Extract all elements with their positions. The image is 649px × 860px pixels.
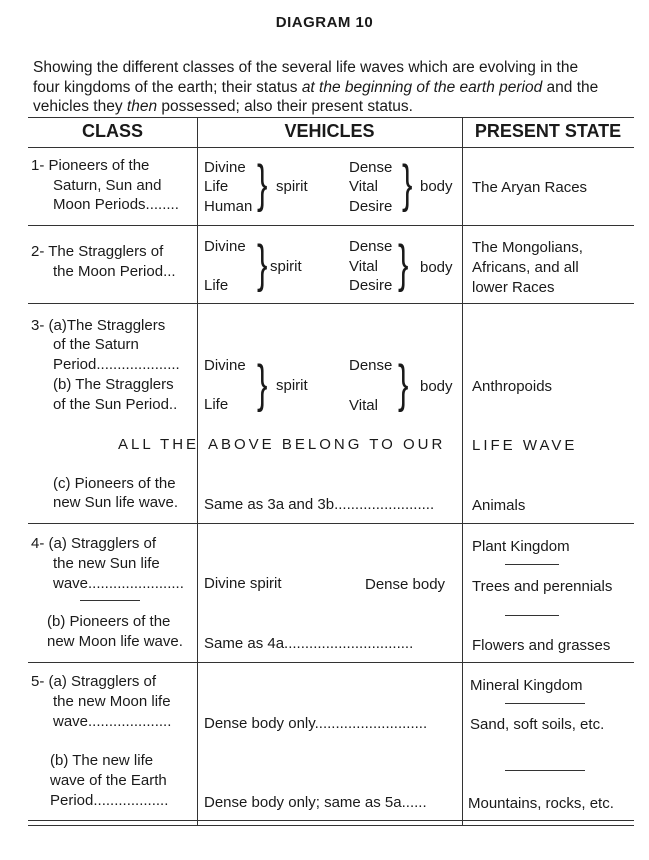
row2-spirit-brace: } [257, 235, 268, 293]
row4-present-3: Flowers and grasses [472, 637, 611, 654]
row1-spirit-item: Life [204, 178, 229, 195]
row3-spirit-item: Divine [204, 357, 246, 374]
banner-part-1: ALL THE [118, 436, 200, 453]
row5-present-3: Mountains, rocks, etc. [468, 795, 614, 812]
short-rule [80, 600, 140, 601]
row2-present-line3: lower Races [472, 279, 555, 296]
row1-body-brace: } [402, 155, 413, 213]
row5b-class-line1: (b) The new life [50, 752, 154, 769]
header-class: CLASS [81, 121, 143, 141]
row4a-class-line3: wave....................... [53, 575, 184, 592]
short-rule [505, 703, 585, 704]
row-separator [28, 662, 634, 663]
short-rule [505, 564, 559, 565]
intro-text: possessed; also their present status. [157, 98, 413, 115]
column-divider-2 [462, 117, 463, 825]
row2-present-line2: Africans, and all [472, 259, 579, 276]
row1-spirit-brace: } [257, 155, 268, 213]
row-separator [28, 303, 634, 304]
row2-body-label: body [420, 259, 453, 276]
row4b-vehicles: Same as 4a............................... [204, 635, 414, 652]
column-divider-1 [197, 117, 198, 825]
row2-spirit-label: spirit [270, 258, 302, 275]
row1-present: The Aryan Races [472, 179, 588, 196]
row5a-vehicles: Dense body only........................... [204, 715, 428, 732]
row2-class-line2: the Moon Period... [53, 263, 176, 280]
intro-text: and the [542, 79, 599, 96]
row2-body-item: Dense [349, 238, 393, 255]
intro-line-3 [33, 98, 413, 116]
row3-body-brace: } [398, 355, 409, 413]
row1-body-item: Vital [349, 178, 378, 195]
row3-body-item: Vital [349, 397, 378, 414]
row3-class-line1: 3- (a)The Stragglers [31, 317, 166, 334]
intro-line-1: Showing the different classes of the several life waves which are evolving in the [33, 59, 579, 76]
diagram-title: DIAGRAM 10 [275, 14, 374, 31]
row1-body-label: body [420, 178, 453, 195]
row5-present-1: Mineral Kingdom [470, 677, 583, 694]
row1-body-item: Dense [349, 159, 393, 176]
row3-class-line4: (b) The Stragglers [53, 376, 174, 393]
row1-spirit-item: Human [204, 198, 253, 215]
row3c-class-line2: new Sun life wave. [53, 494, 179, 511]
header-rule [28, 147, 634, 148]
row1-class-line2: Saturn, Sun and [53, 177, 162, 194]
row4a-vehicles-body: Dense body [365, 576, 446, 593]
row3-spirit-item: Life [204, 396, 229, 413]
row1-class-line3: Moon Periods........ [53, 196, 179, 213]
row2-spirit-item: Divine [204, 238, 246, 255]
row4-present-2: Trees and perennials [472, 578, 613, 595]
row4a-class-line1: 4- (a) Stragglers of [31, 535, 157, 552]
row3-class-line2: of the Saturn [53, 336, 139, 353]
intro-emphasis: at the beginning of the earth period [301, 79, 543, 96]
row3c-present: Animals [472, 497, 526, 514]
row5b-class-line2: wave of the Earth [50, 772, 167, 789]
row-separator [28, 523, 634, 524]
row3-present: Anthropoids [472, 378, 553, 395]
intro-emphasis: then [126, 98, 158, 115]
row5-present-2: Sand, soft soils, etc. [470, 716, 605, 733]
row3-class-line3: Period.................... [53, 356, 180, 373]
row3-body-item: Dense [349, 357, 393, 374]
row2-present-line1: The Mongolians, [472, 239, 583, 256]
header-vehicles: VEHICLES [284, 121, 375, 141]
banner-part-3: LIFE WAVE [472, 437, 578, 454]
intro-text: four kingdoms of the earth; their status [33, 79, 302, 96]
row1-spirit-item: Divine [204, 159, 246, 176]
row4b-class-line1: (b) Pioneers of the [47, 613, 171, 630]
row2-class-line1: 2- The Stragglers of [31, 243, 164, 260]
row3-spirit-label: spirit [276, 377, 308, 394]
header-present-state: PRESENT STATE [474, 121, 622, 141]
row5a-class-line2: the new Moon life [53, 693, 171, 710]
row2-body-item: Vital [349, 258, 378, 275]
row2-spirit-item: Life [204, 277, 229, 294]
row5a-class-line3: wave.................... [53, 713, 172, 730]
row2-body-item: Desire [349, 277, 393, 294]
row5a-class-line1: 5- (a) Stragglers of [31, 673, 157, 690]
banner-part-2: ABOVE BELONG TO OUR [208, 436, 446, 453]
intro-text: vehicles they [33, 98, 127, 115]
row5b-vehicles: Dense body only; same as 5a...... [204, 794, 427, 811]
row3c-class-line1: (c) Pioneers of the [53, 475, 176, 492]
row4-present-1: Plant Kingdom [472, 538, 570, 555]
row1-body-item: Desire [349, 198, 393, 215]
row4a-vehicles-spirit: Divine spirit [204, 575, 282, 592]
row-separator [28, 225, 634, 226]
short-rule [505, 770, 585, 771]
intro-line-2 [33, 79, 598, 97]
row3c-vehicles: Same as 3a and 3b........................ [204, 496, 435, 513]
row2-body-brace: } [398, 235, 409, 293]
row4b-class-line2: new Moon life wave. [47, 633, 183, 650]
short-rule [505, 615, 559, 616]
row3-class-line5: of the Sun Period.. [53, 396, 178, 413]
row1-class-line1: 1- Pioneers of the [31, 157, 150, 174]
row3-spirit-brace: } [257, 355, 268, 413]
row5b-class-line3: Period.................. [50, 792, 169, 809]
table-top-rule [28, 117, 634, 118]
row1-spirit-label: spirit [276, 178, 308, 195]
table-bottom-rule-2 [28, 825, 634, 826]
row4a-class-line2: the new Sun life [53, 555, 160, 572]
row3-body-label: body [420, 378, 453, 395]
table-bottom-rule [28, 820, 634, 821]
